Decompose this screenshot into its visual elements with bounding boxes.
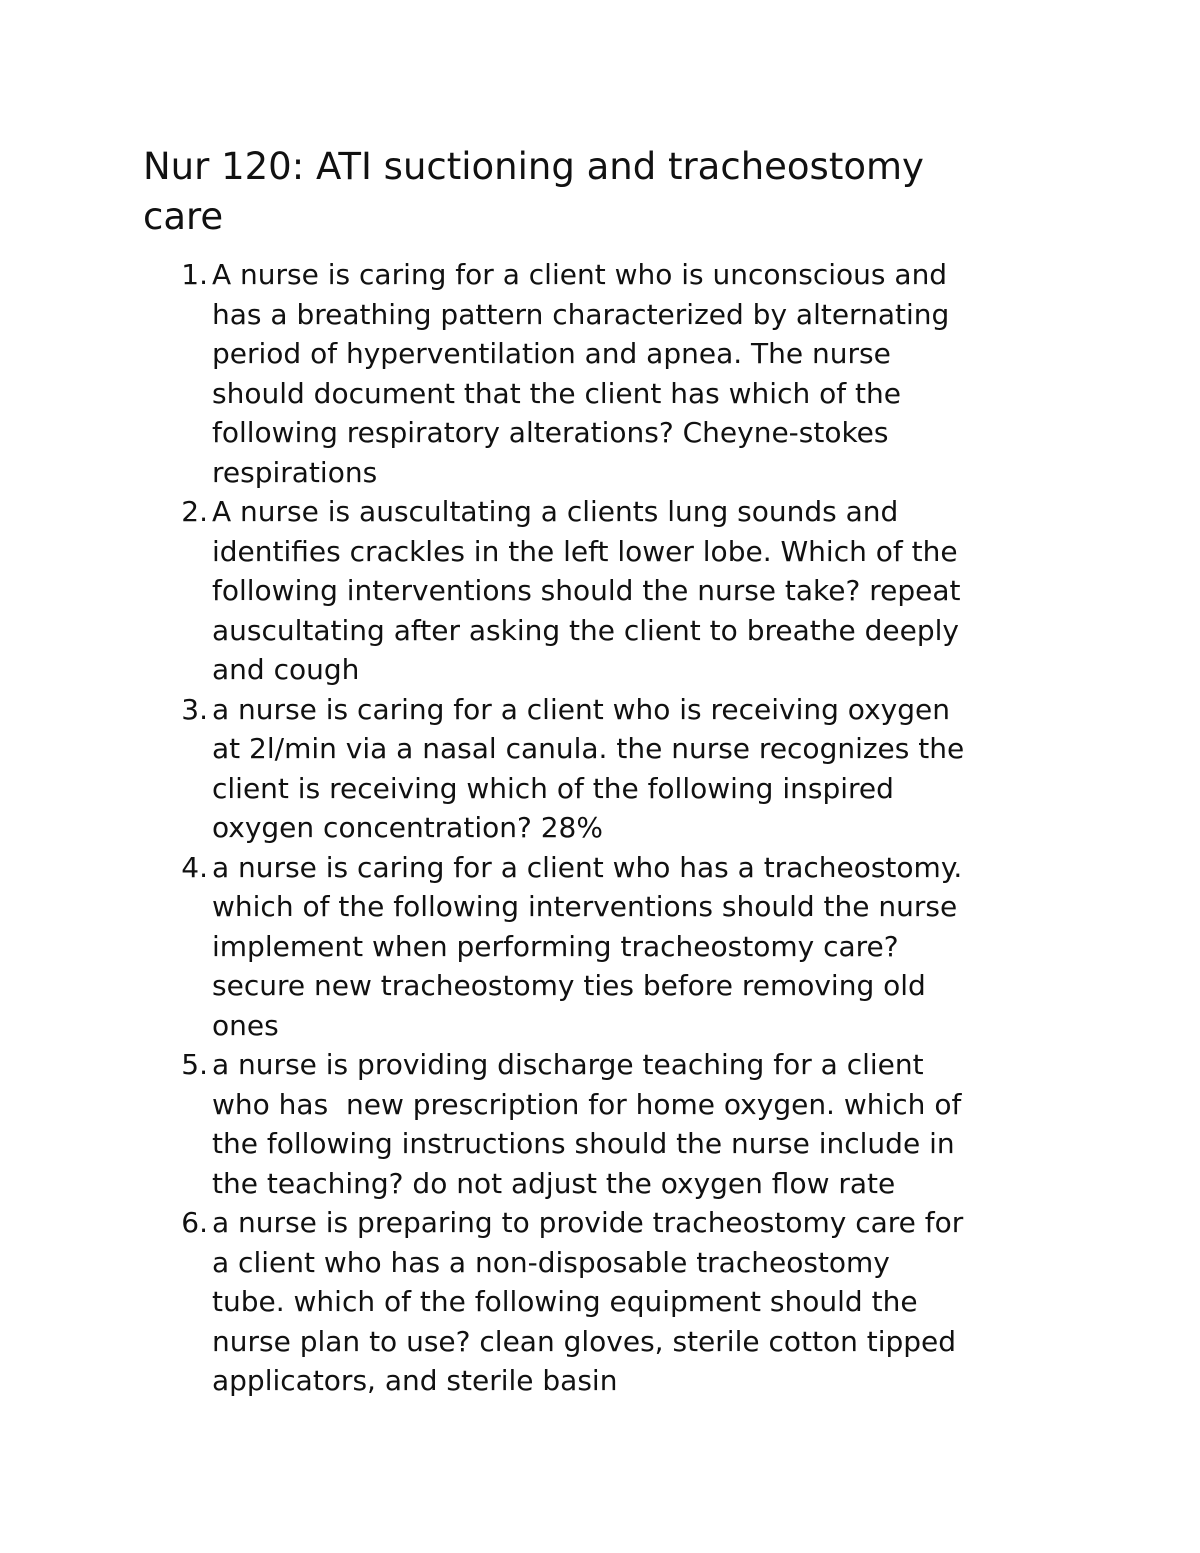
question-line: a nurse is preparing to provide tracheostomy care for: [212, 1206, 964, 1239]
question-line: the following instructions should the nurse include in: [212, 1127, 955, 1160]
question-line: a client who has a non-disposable tracheostomy: [212, 1245, 890, 1279]
question-line: A nurse is caring for a client who is unconscious and: [212, 258, 948, 291]
question-text: [212, 1045, 1072, 1203]
question-line: nurse plan to use? clean gloves, sterile cotton tipped: [212, 1324, 957, 1358]
question-text: [212, 690, 1072, 848]
question-line: a nurse is providing discharge teaching for a client: [212, 1048, 924, 1081]
question-line: tube. which of the following equipment should the: [212, 1285, 918, 1318]
question-line: should document that the client has which of the: [212, 376, 901, 410]
question-line: the teaching? do not adjust the oxygen flow rate: [212, 1166, 896, 1200]
question-line: and cough: [212, 653, 360, 686]
question-line: following interventions should the nurse take? repeat: [212, 574, 961, 607]
question-line: respirations: [212, 455, 378, 489]
question-text: [212, 255, 1072, 492]
question-text: [212, 848, 1072, 1046]
question-line: client is receiving which of the following inspired: [212, 771, 894, 805]
question-number: 1.: [181, 258, 208, 291]
question-line: oxygen concentration? 28%: [212, 811, 603, 844]
question-number: 4.: [181, 850, 208, 884]
question-line: auscultating after asking the client to breathe deeply: [212, 613, 959, 647]
question-text: [212, 1203, 1072, 1401]
question-line: a nurse is caring for a client who is receiving oxygen: [212, 692, 950, 726]
question-line: ones: [212, 1008, 279, 1042]
question-line: applicators, and sterile basin: [212, 1364, 618, 1397]
question-line: has a breathing pattern characterized by alternating: [212, 297, 950, 331]
document-title-line-1: Nur 120: ATI suctioning and tracheostomy: [143, 145, 924, 188]
question-item-4: [0, 848, 1200, 1046]
document-title-line-2: care: [143, 195, 224, 238]
question-line: period of hyperventilation and apnea. The nurse: [212, 337, 891, 370]
question-number: 6.: [181, 1206, 208, 1239]
document-title: [143, 142, 1043, 242]
question-line: following respiratory alterations? Cheyne-stokes: [212, 416, 889, 449]
question-line: who has new prescription for home oxygen. which of: [212, 1087, 962, 1121]
question-number: 5.: [181, 1048, 208, 1081]
question-number: 3.: [181, 692, 208, 726]
question-line: at 2l/min via a nasal canula. the nurse recognizes the: [212, 732, 965, 765]
question-item-2: [0, 492, 1200, 690]
question-line: implement when performing tracheostomy care?: [212, 929, 899, 963]
question-line: A nurse is auscultating a clients lung sounds and: [212, 495, 899, 528]
question-text: [212, 492, 1072, 690]
question-item-5: [0, 1045, 1200, 1203]
question-line: which of the following interventions should the nurse: [212, 890, 958, 923]
question-item-1: [0, 255, 1200, 492]
question-line: a nurse is caring for a client who has a tracheostomy.: [212, 850, 963, 884]
question-item-3: [0, 690, 1200, 848]
question-list: [0, 255, 1200, 1401]
question-line: identifies crackles in the left lower lobe. Which of the: [212, 534, 958, 568]
question-item-6: [0, 1203, 1200, 1401]
question-number: 2.: [181, 495, 208, 528]
question-line: secure new tracheostomy ties before removing old: [212, 969, 926, 1002]
